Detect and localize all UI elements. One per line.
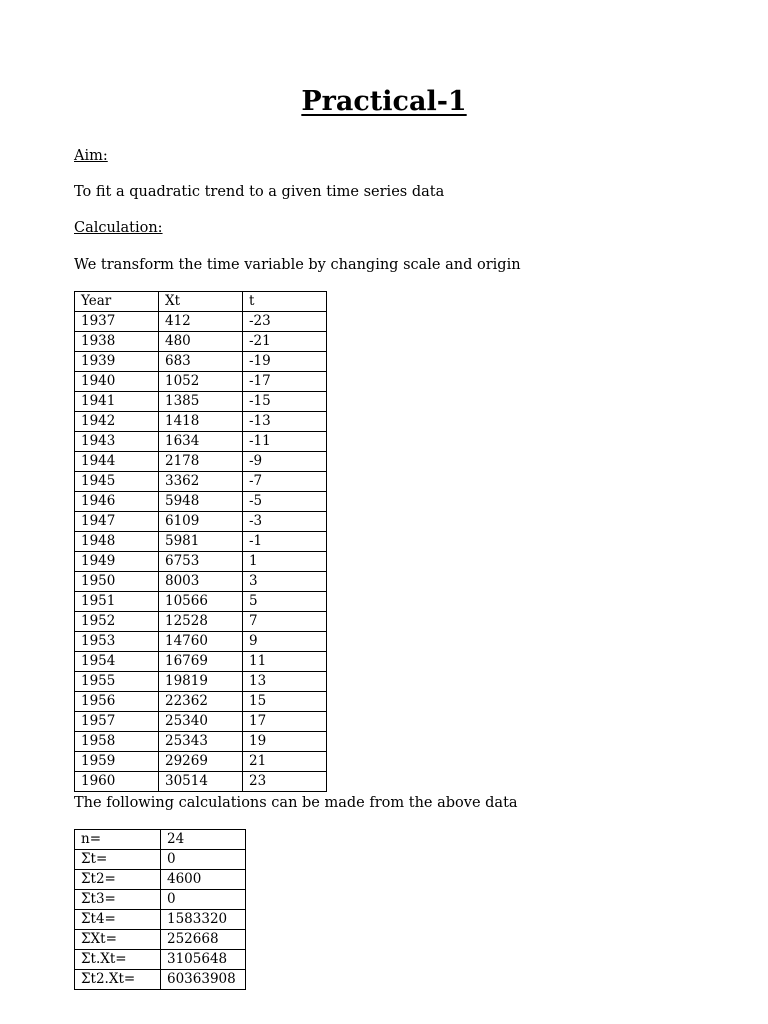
table-cell: 1944 — [75, 452, 159, 472]
summary-row — [75, 950, 246, 970]
aim-heading: Aim: — [74, 148, 108, 164]
table-cell: -23 — [243, 312, 327, 332]
table-row — [75, 552, 327, 572]
table-cell: 16769 — [159, 652, 243, 672]
table-cell: 11 — [243, 652, 327, 672]
table-cell: 5 — [243, 592, 327, 612]
table-row — [75, 672, 327, 692]
table-cell: 1938 — [75, 332, 159, 352]
table-row — [75, 352, 327, 372]
table-cell: -13 — [243, 412, 327, 432]
page-title: Practical-1 — [301, 86, 467, 117]
table-row — [75, 432, 327, 452]
table-row — [75, 512, 327, 532]
table-cell: 19819 — [159, 672, 243, 692]
summary-value: 0 — [161, 850, 246, 870]
summary-label: n= — [75, 830, 161, 850]
table-cell: 10566 — [159, 592, 243, 612]
table-cell: 12528 — [159, 612, 243, 632]
aim-text: To fit a quadratic trend to a given time series data — [74, 184, 445, 200]
summary-row — [75, 970, 246, 990]
table-cell: 6753 — [159, 552, 243, 572]
table-cell: 1958 — [75, 732, 159, 752]
table-cell: 3 — [243, 572, 327, 592]
table-row — [75, 712, 327, 732]
table-cell: 22362 — [159, 692, 243, 712]
table-cell: 1949 — [75, 552, 159, 572]
summary-label: Σt4= — [75, 910, 161, 930]
table-cell: 1385 — [159, 392, 243, 412]
table-cell: 13 — [243, 672, 327, 692]
summary-value: 60363908 — [161, 970, 246, 990]
table-cell: 3362 — [159, 472, 243, 492]
table-row — [75, 392, 327, 412]
summary-row — [75, 830, 246, 850]
table-cell: 1945 — [75, 472, 159, 492]
table-cell: -19 — [243, 352, 327, 372]
table-cell: 1954 — [75, 652, 159, 672]
table-cell: 1942 — [75, 412, 159, 432]
summary-value: 24 — [161, 830, 246, 850]
summary-label: Σt3= — [75, 890, 161, 910]
table-cell: 1952 — [75, 612, 159, 632]
table-cell: 1940 — [75, 372, 159, 392]
column-header: Year — [75, 292, 159, 312]
calculation-heading: Calculation: — [74, 220, 163, 236]
table-row — [75, 472, 327, 492]
table-row — [75, 312, 327, 332]
table-cell: 1951 — [75, 592, 159, 612]
summary-calculations-table — [74, 829, 246, 990]
table-cell: 1946 — [75, 492, 159, 512]
table-cell: 5981 — [159, 532, 243, 552]
table-cell: -11 — [243, 432, 327, 452]
table-cell: 1950 — [75, 572, 159, 592]
summary-row — [75, 890, 246, 910]
table-row — [75, 532, 327, 552]
summary-label: Σt2= — [75, 870, 161, 890]
table-cell: -3 — [243, 512, 327, 532]
table-row — [75, 452, 327, 472]
table-cell: 1943 — [75, 432, 159, 452]
table-cell: 15 — [243, 692, 327, 712]
summary-value: 4600 — [161, 870, 246, 890]
table-cell: 683 — [159, 352, 243, 372]
table-cell: 1941 — [75, 392, 159, 412]
table-cell: -15 — [243, 392, 327, 412]
table-row — [75, 492, 327, 512]
table-row — [75, 592, 327, 612]
transform-text: We transform the time variable by changing scale and origin — [74, 257, 521, 273]
table-row — [75, 752, 327, 772]
summary-row — [75, 910, 246, 930]
table-cell: 30514 — [159, 772, 243, 792]
table-cell: 1957 — [75, 712, 159, 732]
summary-row — [75, 870, 246, 890]
table-cell: 480 — [159, 332, 243, 352]
table-row — [75, 652, 327, 672]
table-cell: 19 — [243, 732, 327, 752]
table-row — [75, 772, 327, 792]
table-cell: 25340 — [159, 712, 243, 732]
table-cell: -1 — [243, 532, 327, 552]
table-header-row — [75, 292, 327, 312]
summary-value: 0 — [161, 890, 246, 910]
table-cell: -9 — [243, 452, 327, 472]
table-cell: 1959 — [75, 752, 159, 772]
table-cell: -21 — [243, 332, 327, 352]
table-row — [75, 572, 327, 592]
table-cell: 9 — [243, 632, 327, 652]
table-cell: 7 — [243, 612, 327, 632]
table-row — [75, 372, 327, 392]
summary-label: Σt.Xt= — [75, 950, 161, 970]
table-cell: 1953 — [75, 632, 159, 652]
table-cell: 1947 — [75, 512, 159, 532]
table-row — [75, 692, 327, 712]
table-cell: 1052 — [159, 372, 243, 392]
table-cell: 14760 — [159, 632, 243, 652]
following-calculations-text: The following calculations can be made from the above data — [74, 795, 518, 811]
table-cell: 29269 — [159, 752, 243, 772]
summary-label: ΣXt= — [75, 930, 161, 950]
table-cell: 1418 — [159, 412, 243, 432]
table-row — [75, 632, 327, 652]
summary-value: 252668 — [161, 930, 246, 950]
summary-value: 1583320 — [161, 910, 246, 930]
summary-value: 3105648 — [161, 950, 246, 970]
table-cell: 1956 — [75, 692, 159, 712]
table-row — [75, 612, 327, 632]
table-cell: 1 — [243, 552, 327, 572]
summary-row — [75, 930, 246, 950]
table-cell: 5948 — [159, 492, 243, 512]
summary-label: Σt2.Xt= — [75, 970, 161, 990]
table-cell: -5 — [243, 492, 327, 512]
table-cell: 1960 — [75, 772, 159, 792]
table-cell: 1948 — [75, 532, 159, 552]
table-cell: 1634 — [159, 432, 243, 452]
table-cell: 412 — [159, 312, 243, 332]
table-row — [75, 732, 327, 752]
table-cell: 8003 — [159, 572, 243, 592]
table-cell: 17 — [243, 712, 327, 732]
table-cell: 2178 — [159, 452, 243, 472]
table-cell: 1939 — [75, 352, 159, 372]
table-cell: 21 — [243, 752, 327, 772]
table-cell: -7 — [243, 472, 327, 492]
column-header: t — [243, 292, 327, 312]
column-header: Xt — [159, 292, 243, 312]
table-row — [75, 412, 327, 432]
table-cell: 25343 — [159, 732, 243, 752]
table-cell: 1937 — [75, 312, 159, 332]
table-cell: 1955 — [75, 672, 159, 692]
table-cell: 23 — [243, 772, 327, 792]
table-cell: -17 — [243, 372, 327, 392]
summary-row — [75, 850, 246, 870]
table-cell: 6109 — [159, 512, 243, 532]
table-row — [75, 332, 327, 352]
summary-label: Σt= — [75, 850, 161, 870]
time-series-table — [74, 291, 327, 792]
